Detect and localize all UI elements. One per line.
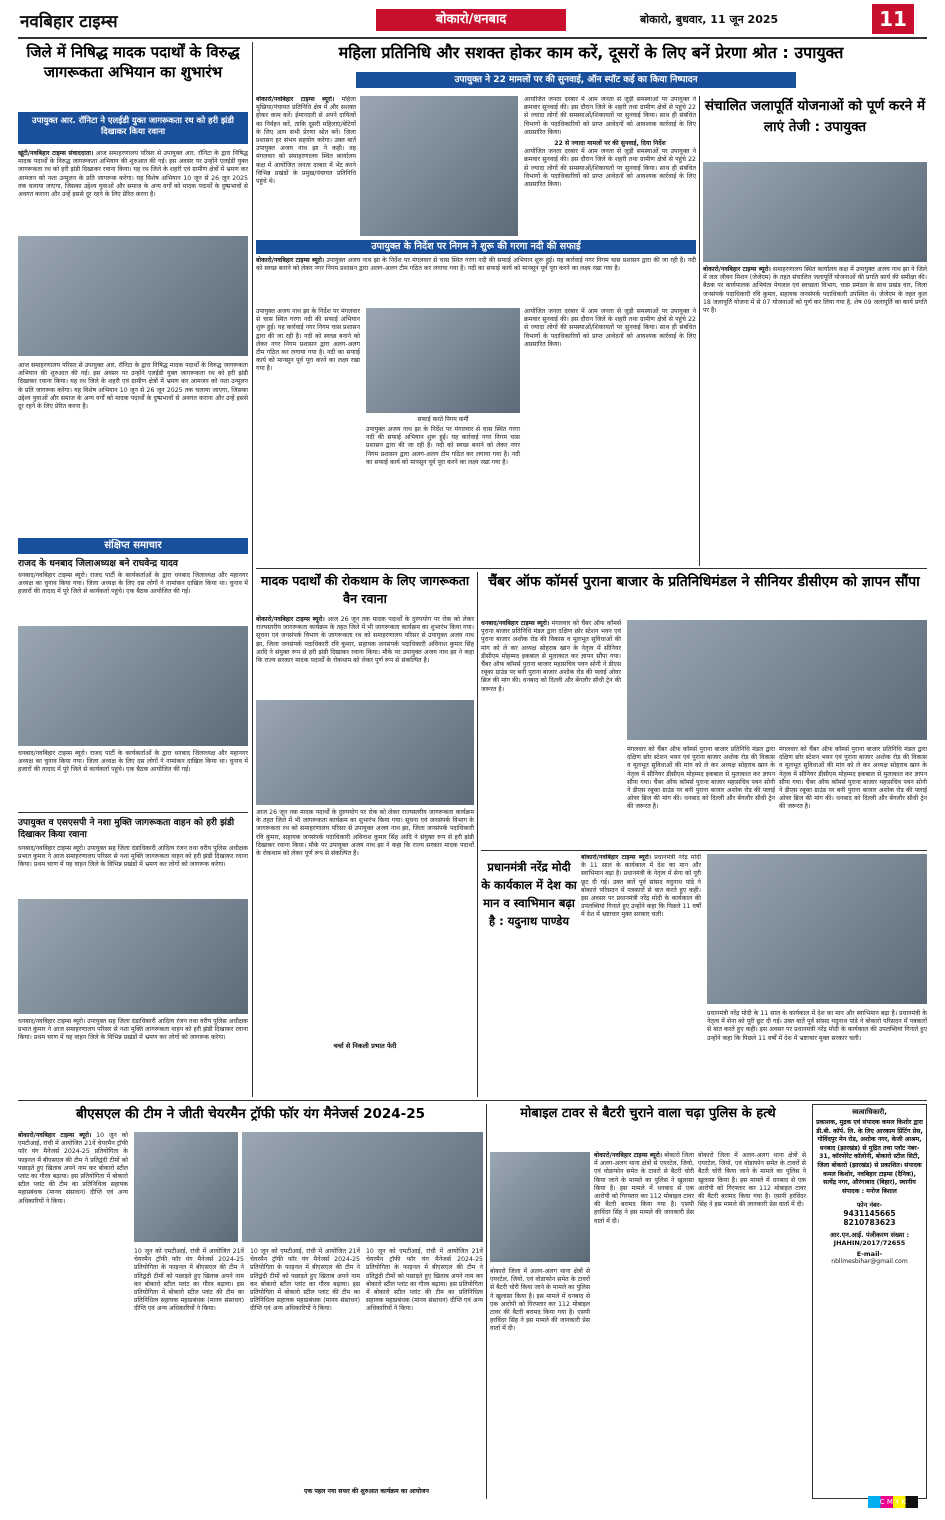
story-modi: प्रधानमंत्री नरेंद्र मोदी के कार्यकाल में देश का मान व स्वाभिमान बढ़ा है : यदुनाथ पाण्डेय बोकारो/नवबिहार टाइम्स ब्यूरो। प्रधानमंत्री नरेंद्र मोदी के 11 साल के कार्यकाल में देश का मान और स्वाभिमान बढ़ा है। प्रधानमंत्री के नेतृत्व में सेना को पूरी छूट दी गई। उक्त बातें पूर्व सांसद यदुनाथ पांडे ने बोकारो परिसदन में पत्रकारों से बात करते हुए कही। इस अवसर पर प्रधानमंत्री नरेंद्र मोदी के कार्यकाल की उपलब्धियां गिनाते हुए उन्होंने कहा कि पिछले 11 वर्षों में देश में भ्रष्टाचार मुक्त सरकार चली। प्रधानमंत्री नरेंद्र मोदी के 11 साल के कार्यकाल में देश का मान और स्वाभिमान बढ़ा है। प्रधानमंत्री के नेतृत्व में सेना को पूरी छूट दी गई। उक्त बातें पूर्व सांसद यदुनाथ पांडे ने बोकारो परिसदन में पत्रकारों से बात करते हुए कही। इस अवसर पर प्रधानमंत्री नरेंद्र मोदी के कार्यकाल की उपलब्धियां गिनाते हुए उन्होंने कहा कि पिछले 11 वर्षों में देश में भ्रष्टाचार मुक्त सरकार चली। [481, 854, 927, 1097]
story-drug [18, 42, 248, 532]
imprint-box [812, 1104, 927, 1499]
body-continued: आज समाहरणालय परिसर से उपायुक्त आर. रॉनिटा के द्वारा निषिद्ध मादक पदार्थों के विरुद्ध जागरूकता अभियान की शुरुआत की गई। इस अवसर पर उन्होंने एलईडी युक्त जागरूकता रथ को हरी झंडी दिखाकर रवाना किया। यह रथ जिले के शहरी एवं ग्रामीण क्षेत्रों में भ्रमण कर आमजन को नशा उन्मूलन के प्रति जागरूक करेगा। यह विशेष अभियान 10 जून से 26 जून 2025 तक चलाया जाएगा, जिसका उद्देश्य युवाओं और समाज के अन्य वर्गों को मादक पदार्थों के दुष्प्रभावों से अवगत कराना और उन्हें इससे दूर रहने के लिए प्रेरित करना है। [18, 362, 248, 411]
cmyk-strip: C M Y K [868, 1496, 918, 1508]
headline: जिले में निषिद्ध मादक पदार्थों के विरुद्ध जागरूकता अभियान का शुभारंभ [26, 43, 240, 81]
photo-caption: सफाई करते निगम कर्मी [417, 416, 469, 423]
story-river: उपायुक्त के निर्देश पर निगम ने शुरू की गरगा नदी की सफाई बोकारो/नवबिहार टाइम्स ब्यूरो। उपायुक्त अजय नाथ झा के निर्देश पर मंगलवार से चास स्थित गरगा नदी की सफाई अभियान शुरू हुई। यह कार्रवाई नगर निगम चास प्रशासन द्वारा की जा रही है। नदी को स्वच्छ बनाने को लेकर नगर निगम प्रशासन द्वारा अलग-अलग टीम गठित कर लगाया गया है। नदी का सफाई कार्य को मानसून पूर्व पूरा करने का लक्ष्य रखा गया है। सफाई करते निगम कर्मी उपायुक्त अजय नाथ झा के निर्देश पर मंगलवार से चास स्थित गरगा नदी की सफाई अभियान शुरू हुई। यह कार्रवाई नगर निगम चास प्रशासन द्वारा की जा रही है। नदी को स्वच्छ बनाने को लेकर नगर निगम प्रशासन द्वारा अलग-अलग टीम गठित कर लगाया गया है। नदी का सफाई कार्य को मानसून पूर्व पूरा करने का लक्ष्य रखा गया है। उपायुक्त अजय नाथ झा के निर्देश पर मंगलवार से चास स्थित गरगा नदी की सफाई अभियान शुरू हुई। यह कार्रवाई नगर निगम चास प्रशासन द्वारा की जा रही है। नदी को स्वच्छ बनाने को लेकर नगर निगम प्रशासन द्वारा अलग-अलग टीम गठित कर लगाया गया है। नदी का सफाई कार्य को मानसून पूर्व पूरा करने का लक्ष्य रखा गया है। आयोजित जनता दरबार में आम जनता से जुड़ी समस्याओं पर उपायुक्त ने क्रमवार सुनवाई की। इस दौरान जिले के शहरी तथा ग्रामीण क्षेत्रों से पहुंचे 22 से ज्यादा लोगों की समस्याओं/शिकायतों पर सुनवाई किया। साथ ही संबंधित विभागों के पदाधिकारियों को प्राप्त आवेदनों को आवश्यक कार्रवाई के लिए अग्रसारित किया। [256, 241, 696, 466]
section-label: बोकारो/धनबाद [376, 9, 566, 31]
imprint-title: स्वत्वाधिकारी, [852, 1108, 887, 1116]
story-tower: मोबाइल टावर से बैटरी चुराने वाला चढ़ा पुलिस के हत्थे बोकारो/नवबिहार टाइम्स ब्यूरो। बोकारो जिला में अलग-अलग थाना क्षेत्रों से एयरटेल, जियो, एवं वोडाफोन समेत के टावरों से बैटरी चोरी किया जाने के मामले का पुलिस ने खुलासा किया है। इस मामले में धनबाद से एक आरोपी को गिरफ्तार कर 112 मोबाइल टावर की बैटरी बरामद किया गया है। एसपी हरविंदर सिंह ने इस मामले की जानकारी प्रेस वार्ता में दी। बोकारो जिला में अलग-अलग थाना क्षेत्रों से एयरटेल, जियो, एवं वोडाफोन समेत के टावरों से बैटरी चोरी किया जाने के मामले का पुलिस ने खुलासा किया है। इस मामले में धनबाद से एक आरोपी को गिरफ्तार कर 112 मोबाइल टावर की बैटरी बरामद किया गया है। एसपी हरविंदर सिंह ने इस मामले की जानकारी प्रेस वार्ता में दी। बोकारो जिला में अलग-अलग थाना क्षेत्रों से एयरटेल, जियो, एवं वोडाफोन समेत के टावरों से बैटरी चोरी किया जाने के मामले का पुलिस ने खुलासा किया है। इस मामले में धनबाद से एक आरोपी को गिरफ्तार कर 112 मोबाइल टावर की बैटरी बरामद किया गया है। एसपी हरविंदर सिंह ने इस मामले की जानकारी प्रेस वार्ता में दी। [490, 1106, 806, 1333]
rni-number: JHAHIN/2017/72655 [833, 1239, 906, 1248]
headline: महिला प्रतिनिधि और सशक्त होकर काम करें, दूसरों के लिए बनें प्रेरणा श्रोत : उपायुक्त [338, 43, 844, 62]
photo-rjd-meeting [18, 626, 248, 746]
women-crosshead: 22 से ज्यादा मामलों पर की सुनवाई, दिया निर्देश [554, 140, 666, 148]
photo-drug-rally [18, 236, 248, 356]
headline: संचालित जलापूर्ति योजनाओं को पूर्ण करने में लाएं तेजी : उपायुक्त [704, 98, 926, 135]
brief-body-2-continued: धनबाद/नवबिहार टाइम्स ब्यूरो। उपायुक्त सह जिला दंडाधिकारी आदित्य रंजन तथा वरीय पुलिस अधीक्षक प्रभात कुमार ने आज समाहरणालय परिसर से नशा मुक्ति जागरूकता वाहन को हरी झंडी दिखाकर रवाना किया। प्रथम चरण में यह वाहन जिले के विभिन्न प्रखंडों में भ्रमण कर लोगों को जागरूक करेगा। [18, 1018, 248, 1042]
women-body-col1: बोकारो/नवबिहार टाइम्स ब्यूरो। महिला मुखिया/पंचायत प्रतिनिधि क्षेत्र में और सशक्त होकर काम करें। ईमानदारी से अपने दायित्वों का निर्वहन करें, ताकि दूसरी महिलाएं/बेटियों के लिए आप सभी प्रेरणा श्रोत बनें। जिला प्रशासन हर संभव सहयोग करेगा। उक्त बातें उपायुक्त अजय नाथ झा ने कही। वह मंगलवार को समाहरणालय स्थित कार्यालय कक्ष में आयोजित जनता दरबार में भेंट करने विभिन्न प्रखंडों के प्रमुख/पंचायत प्रतिनिधि पहुंचे थे। [256, 96, 356, 186]
story-chamber: चैंबर ऑफ कॉमर्स पुराना बाजार के प्रतिनिधिमंडल ने सीनियर डीसीएम को ज्ञापन सौंपा धनबाद/नवबिहार टाइम्स ब्यूरो। मंगलवार को चैंबर ऑफ कॉमर्स पुराना बाजार प्रतिनिधि मंडल द्वारा दक्षिण छोर स्टेशन भवन एवं पुराना बाजार अशोक रोड की विकास व मूलभूत सुविधाओं की मांग को ले कर अध्यक्ष सोहराब खान के नेतृत्व में सीनियर डीसीएम मोहम्मद इकबाल से मुलाकात कर ज्ञापन सौंपा गया। चैंबर ऑफ कॉमर्स पुराना बाजार महासचिव पवन सोनी ने डीएस रबूका ग्राउंड पर बनी पुराना बाजार अशोक रोड की फ्लाई ओवर ब्रिज की मांग की। धनबाद को दिल्ली और बेंगलौर सीधी ट्रेन की जरूरत है। मंगलवार को चैंबर ऑफ कॉमर्स पुराना बाजार प्रतिनिधि मंडल द्वारा दक्षिण छोर स्टेशन भवन एवं पुराना बाजार अशोक रोड की विकास व मूलभूत सुविधाओं की मांग को ले कर अध्यक्ष सोहराब खान के नेतृत्व में सीनियर डीसीएम मोहम्मद इकबाल से मुलाकात कर ज्ञापन सौंपा गया। चैंबर ऑफ कॉमर्स पुराना बाजार महासचिव पवन सोनी ने डीएस रबूका ग्राउंड पर बनी पुराना बाजार अशोक रोड की फ्लाई ओवर ब्रिज की मांग की। धनबाद को दिल्ली और बेंगलौर सीधी ट्रेन की जरूरत है। मंगलवार को चैंबर ऑफ कॉमर्स पुराना बाजार प्रतिनिधि मंडल द्वारा दक्षिण छोर स्टेशन भवन एवं पुराना बाजार अशोक रोड की विकास व मूलभूत सुविधाओं की मांग को ले कर अध्यक्ष सोहराब खान के नेतृत्व में सीनियर डीसीएम मोहम्मद इकबाल से मुलाकात कर ज्ञापन सौंपा गया। चैंबर ऑफ कॉमर्स पुराना बाजार महासचिव पवन सोनी ने डीएस रबूका ग्राउंड पर बनी पुराना बाजार अशोक रोड की फ्लाई ओवर ब्रिज की मांग की। धनबाद को दिल्ली और बेंगलौर सीधी ट्रेन की जरूरत है। [481, 574, 927, 811]
headline: मोबाइल टावर से बैटरी चुराने वाला चढ़ा पुलिस के हत्थे [520, 1106, 776, 1121]
headline: मादक पदार्थों की रोकथाम के लिए जागरूकता वैन रवाना [260, 573, 470, 606]
subhead: उपायुक्त आर. रॉनिटा ने एलईडी युक्त जागरूकता रथ को हरी झंडी दिखाकर किया रवाना [18, 112, 248, 144]
photo-trophy [242, 1132, 483, 1242]
headline: बीएसएल की टीम ने जीती चेयरमैन ट्रॉफी फॉर यंग मैनेजर्स 2024-25 [75, 1106, 426, 1122]
women-body-col3: आयोजित जनता दरबार में आम जनता से जुड़ी समस्याओं पर उपायुक्त ने क्रमवार सुनवाई की। इस दौरान जिले के शहरी तथा ग्रामीण क्षेत्रों से पहुंचे 22 से ज्यादा लोगों की समस्याओं/शिकायतों पर सुनवाई किया। साथ ही संबंधित विभागों के पदाधिकारियों को प्राप्त आवेदनों को आवश्यक कार्रवाई के लिए अग्रसारित किया। 22 से ज्यादा मामलों पर की सुनवाई, दिया निर्देश आयोजित जनता दरबार में आम जनता से जुड़ी समस्याओं पर उपायुक्त ने क्रमवार सुनवाई की। इस दौरान जिले के शहरी तथा ग्रामीण क्षेत्रों से पहुंचे 22 से ज्यादा लोगों की समस्याओं/शिकायतों पर सुनवाई किया। साथ ही संबंधित विभागों के पदाधिकारियों को प्राप्त आवेदनों को आवश्यक कार्रवाई के लिए अग्रसारित किया। [524, 96, 696, 189]
brief-headline-2: उपायुक्त व एसएसपी ने नशा मुक्ति जागरूकता वाहन को हरी झंडी दिखाकर किया रवाना [18, 818, 235, 840]
masthead-rule [18, 37, 927, 39]
photo-river-cleaning [366, 308, 520, 413]
paper-name: नवबिहार टाइम्स [20, 12, 118, 32]
email: nblimesbihar@gmail.com [831, 1258, 908, 1266]
page-number: 11 [872, 4, 914, 34]
masthead [0, 0, 945, 38]
photo-police-arrest [490, 1152, 590, 1262]
photo-dc-meeting [703, 162, 927, 262]
brief-body-1: धनबाद/नवबिहार टाइम्स ब्यूरो। राजद पार्टी के कार्यकर्ताओं के द्वारा धनबाद जिलाध्यक्ष और महानगर अध्यक्ष का चुनाव किया गया। जिला अध्यक्ष के लिए दस लोगों ने नामांकन दाखिल किया था। चुनाव में हजारों की तादाद में पूरे जिले से कार्यकर्ता पहुंचे। एक बैठक आयोजित की गई। [18, 572, 248, 596]
headline: प्रधानमंत्री नरेंद्र मोदी के कार्यकाल में देश का मान व स्वाभिमान बढ़ा है : यदुनाथ पाण्डेय [481, 860, 577, 928]
brief-body-1-continued: धनबाद/नवबिहार टाइम्स ब्यूरो। राजद पार्टी के कार्यकर्ताओं के द्वारा धनबाद जिलाध्यक्ष और महानगर अध्यक्ष का चुनाव किया गया। जिला अध्यक्ष के लिए दस लोगों ने नामांकन दाखिल किया था। चुनाव में हजारों की तादाद में पूरे जिले से कार्यकर्ता पहुंचे। एक बैठक आयोजित की गई। [18, 750, 248, 774]
photo-women-delegation [360, 96, 518, 236]
imprint-body: प्रकाशक, मुद्रक एवं संपादक कमल किशोर द्वारा डी.बी. कॉर्प. लि. के लिए आरकाम प्रिंटिंग प्रेस, गोविंदपुर मेन रोड, अशोक नगर, केजी आश्रम, धनबाद (झारखंड) से मुद्रित तथा प्लॉट नंबर- 31, कॉरपोरेट कॉलोनी, बोकारो स्टील सिटी, जिला बोकारो (झारखंड) से प्रकाशित। संपादक कमल किशोर, नवबिहार टाइम्स (दैनिक), सत्येंद्र नगर, औरंगाबाद (बिहार), स्थानीय संपादक : मनोज बिशाल [816, 1119, 923, 1195]
photo-yadunath-pandey [707, 854, 927, 1004]
story-water: संचालित जलापूर्ति योजनाओं को पूर्ण करने में लाएं तेजी : उपायुक्त बोकारो/नवबिहार टाइम्स ब्यूरो। समाहरणालय स्थित कार्यालय कक्ष में उपायुक्त अजय नाथ झा ने जिले में जल जीवन मिशन (जेजेएम) के तहत संचालित जलापूर्ति योजनाओं की प्रगति कार्य की समीक्षा की। बैठक पर कार्यपालक अभियंता पेयजल एवं स्वच्छता विभाग, चास प्रमंडल के साथ प्रखंड वार, जिला जनसंपर्क पदाधिकारी रवि कुमार, सहायक जनसंपर्क पदाधिकारी उपस्थित थे। जेजेएम के तहत कुल 18 जलापूर्ति योजना में से 07 योजनाओं को पूर्ण कर लिया गया है, शेष 09 जलापूर्ति का कार्य प्रगति पर है। [703, 98, 927, 315]
phone-2: 8210783623 [843, 1218, 896, 1228]
story-rally: मादक पदार्थों की रोकथाम के लिए जागरूकता वैन रवाना बोकारो/नवबिहार टाइम्स ब्यूरो। आज 26 जून तक मादक पदार्थों के दुरुपयोग पर रोक को लेकर राज्यस्तरीय जागरूकता कार्यक्रम के तहत जिले में भी जागरूकता कार्यक्रम का शुभारंभ किया गया। सूचना एवं जनसंपर्क विभाग के जागरूकता रथ को समाहरणालय परिसर से उपायुक्त अजय नाथ झा, जिला जनसंपर्क पदाधिकारी रवि कुमार, सहायक जनसंपर्क पदाधिकारी अविनाश कुमार सिंह आदि ने संयुक्त रूप से हरी झंडी दिखाकर रवाना किया। मौके पर उपायुक्त अजय नाथ झा ने कहा कि राज्य सरकार मादक पदार्थों के रोकथाम को लेकर पूर्ण रूप से संकल्पित है। आज 26 जून तक मादक पदार्थों के दुरुपयोग पर रोक को लेकर राज्यस्तरीय जागरूकता कार्यक्रम के तहत जिले में भी जागरूकता कार्यक्रम का शुभारंभ किया गया। सूचना एवं जनसंपर्क विभाग के जागरूकता रथ को समाहरणालय परिसर से उपायुक्त अजय नाथ झा, जिला जनसंपर्क पदाधिकारी रवि कुमार, सहायक जनसंपर्क पदाधिकारी अविनाश कुमार सिंह आदि ने संयुक्त रूप से हरी झंडी दिखाकर रवाना किया। मौके पर उपायुक्त अजय नाथ झा ने कहा कि राज्य सरकार मादक पदार्थों के रोकथाम को लेकर पूर्ण रूप से संकल्पित है। चर्चा से निकली प्रभात फेरी [256, 573, 474, 1050]
body: आज समाहरणालय परिसर से उपायुक्त आर. रॉनिटा के द्वारा निषिद्ध मादक पदार्थों के विरुद्ध जागरूकता अभियान की शुरुआत की गई। इस अवसर पर उन्होंने एलईडी युक्त जागरूकता रथ को हरी झंडी दिखाकर रवाना किया। यह रथ जिले के शहरी एवं ग्रामीण क्षेत्रों में भ्रमण कर आमजन को नशा उन्मूलन के प्रति जागरूक करेगा। यह विशेष अभियान 10 जून से 26 जून 2025 तक चलाया जाएगा, जिसका उद्देश्य युवाओं और समाज के अन्य वर्गों को मादक पदार्थों के दुष्प्रभावों से अवगत कराना और उन्हें इससे दूर रहने के लिए प्रेरित करना है। [18, 150, 248, 199]
brief-label: संक्षिप्त समाचार [18, 538, 248, 554]
lead: खूंटी/नवबिहार टाइम्स संवाददाता। [18, 150, 94, 157]
headline: उपायुक्त के निर्देश पर निगम ने शुरू की गरगा नदी की सफाई [256, 240, 696, 254]
rni-label: आर.एन.आई. पंजीकरण संख्या : [829, 1231, 910, 1240]
email-label: E-mail- [856, 1250, 883, 1259]
subhead: उपायुक्त ने 22 मामलों पर की सुनवाई, ऑन स्पॉट कई का किया निष्पादन [356, 72, 796, 88]
photo-nasha-vahan [18, 899, 248, 1014]
phone-1: 9431145665 [843, 1209, 896, 1219]
photo-caption: एक पहल नया सफर की शुरुआत कार्यक्रम का आयोजन [304, 1488, 429, 1495]
photo-rally-van [256, 700, 474, 805]
phone-label: फोन नंबर- [856, 1201, 883, 1210]
photo-chamber-memorandum [627, 620, 927, 740]
brief-body-2: धनबाद/नवबिहार टाइम्स ब्यूरो। उपायुक्त सह जिला दंडाधिकारी आदित्य रंजन तथा वरीय पुलिस अधीक्षक प्रभात कुमार ने आज समाहरणालय परिसर से नशा मुक्ति जागरूकता वाहन को हरी झंडी दिखाकर रवाना किया। प्रथम चरण में यह वाहन जिले के विभिन्न प्रखंडों में भ्रमण कर लोगों को जागरूक करेगा। [18, 845, 248, 869]
dateline: बोकारो, बुधवार, 11 जून 2025 [640, 13, 779, 26]
photo-bsl-team [134, 1132, 238, 1242]
headline: चैंबर ऑफ कॉमर्स पुराना बाजार के प्रतिनिधिमंडल ने सीनियर डीसीएम को ज्ञापन सौंपा [488, 574, 920, 590]
story-bsl: बीएसएल की टीम ने जीती चेयरमैन ट्रॉफी फॉर यंग मैनेजर्स 2024-25 बोकारो/नवबिहार टाइम्स ब्यूरो। 10 जून को एमटीआई, रांची में आयोजित 21वें चेयरमैन ट्रॉफी फॉर यंग मैनेजर्स 2024-25 प्रतियोगिता के फाइनल में बीएसएल की टीम ने प्रतिद्वंदी टीमों को पछाड़ते हुए खिताब अपने नाम कर बोकारो स्टील प्लांट का गौरव बढ़ाया। इस प्रतियोगिता में बोकारो स्टील प्लांट की टीम का प्रतिनिधित्व सहायक महाप्रबंधक (मानव संसाधन) दीप्ति एवं अन्य अधिकारियों ने किया। 10 जून को एमटीआई, रांची में आयोजित 21वें चेयरमैन ट्रॉफी फॉर यंग मैनेजर्स 2024-25 प्रतियोगिता के फाइनल में बीएसएल की टीम ने प्रतिद्वंदी टीमों को पछाड़ते हुए खिताब अपने नाम कर बोकारो स्टील प्लांट का गौरव बढ़ाया। इस प्रतियोगिता में बोकारो स्टील प्लांट की टीम का प्रतिनिधित्व सहायक महाप्रबंधक (मानव संसाधन) दीप्ति एवं अन्य अधिकारियों ने किया। 10 जून को एमटीआई, रांची में आयोजित 21वें चेयरमैन ट्रॉफी फॉर यंग मैनेजर्स 2024-25 प्रतियोगिता के फाइनल में बीएसएल की टीम ने प्रतिद्वंदी टीमों को पछाड़ते हुए खिताब अपने नाम कर बोकारो स्टील प्लांट का गौरव बढ़ाया। इस प्रतियोगिता में बोकारो स्टील प्लांट की टीम का प्रतिनिधित्व सहायक महाप्रबंधक (मानव संसाधन) दीप्ति एवं अन्य अधिकारियों ने किया। 10 जून को एमटीआई, रांची में आयोजित 21वें चेयरमैन ट्रॉफी फॉर यंग मैनेजर्स 2024-25 प्रतियोगिता के फाइनल में बीएसएल की टीम ने प्रतिद्वंदी टीमों को पछाड़ते हुए खिताब अपने नाम कर बोकारो स्टील प्लांट का गौरव बढ़ाया। इस प्रतियोगिता में बोकारो स्टील प्लांट की टीम का प्रतिनिधित्व सहायक महाप्रबंधक (मानव संसाधन) दीप्ति एवं अन्य अधिकारियों ने किया। एक पहल नया सफर की शुरुआत कार्यक्रम का आयोजन [18, 1106, 483, 1495]
story-women [256, 42, 926, 92]
brief-headline-1: राजद के धनबाद जिलाअध्यक्ष बने राघवेन्द्र यादव [18, 558, 178, 569]
brief-news [18, 538, 248, 1098]
rally-crosshead: चर्चा से निकली प्रभात फेरी [333, 1042, 397, 1050]
